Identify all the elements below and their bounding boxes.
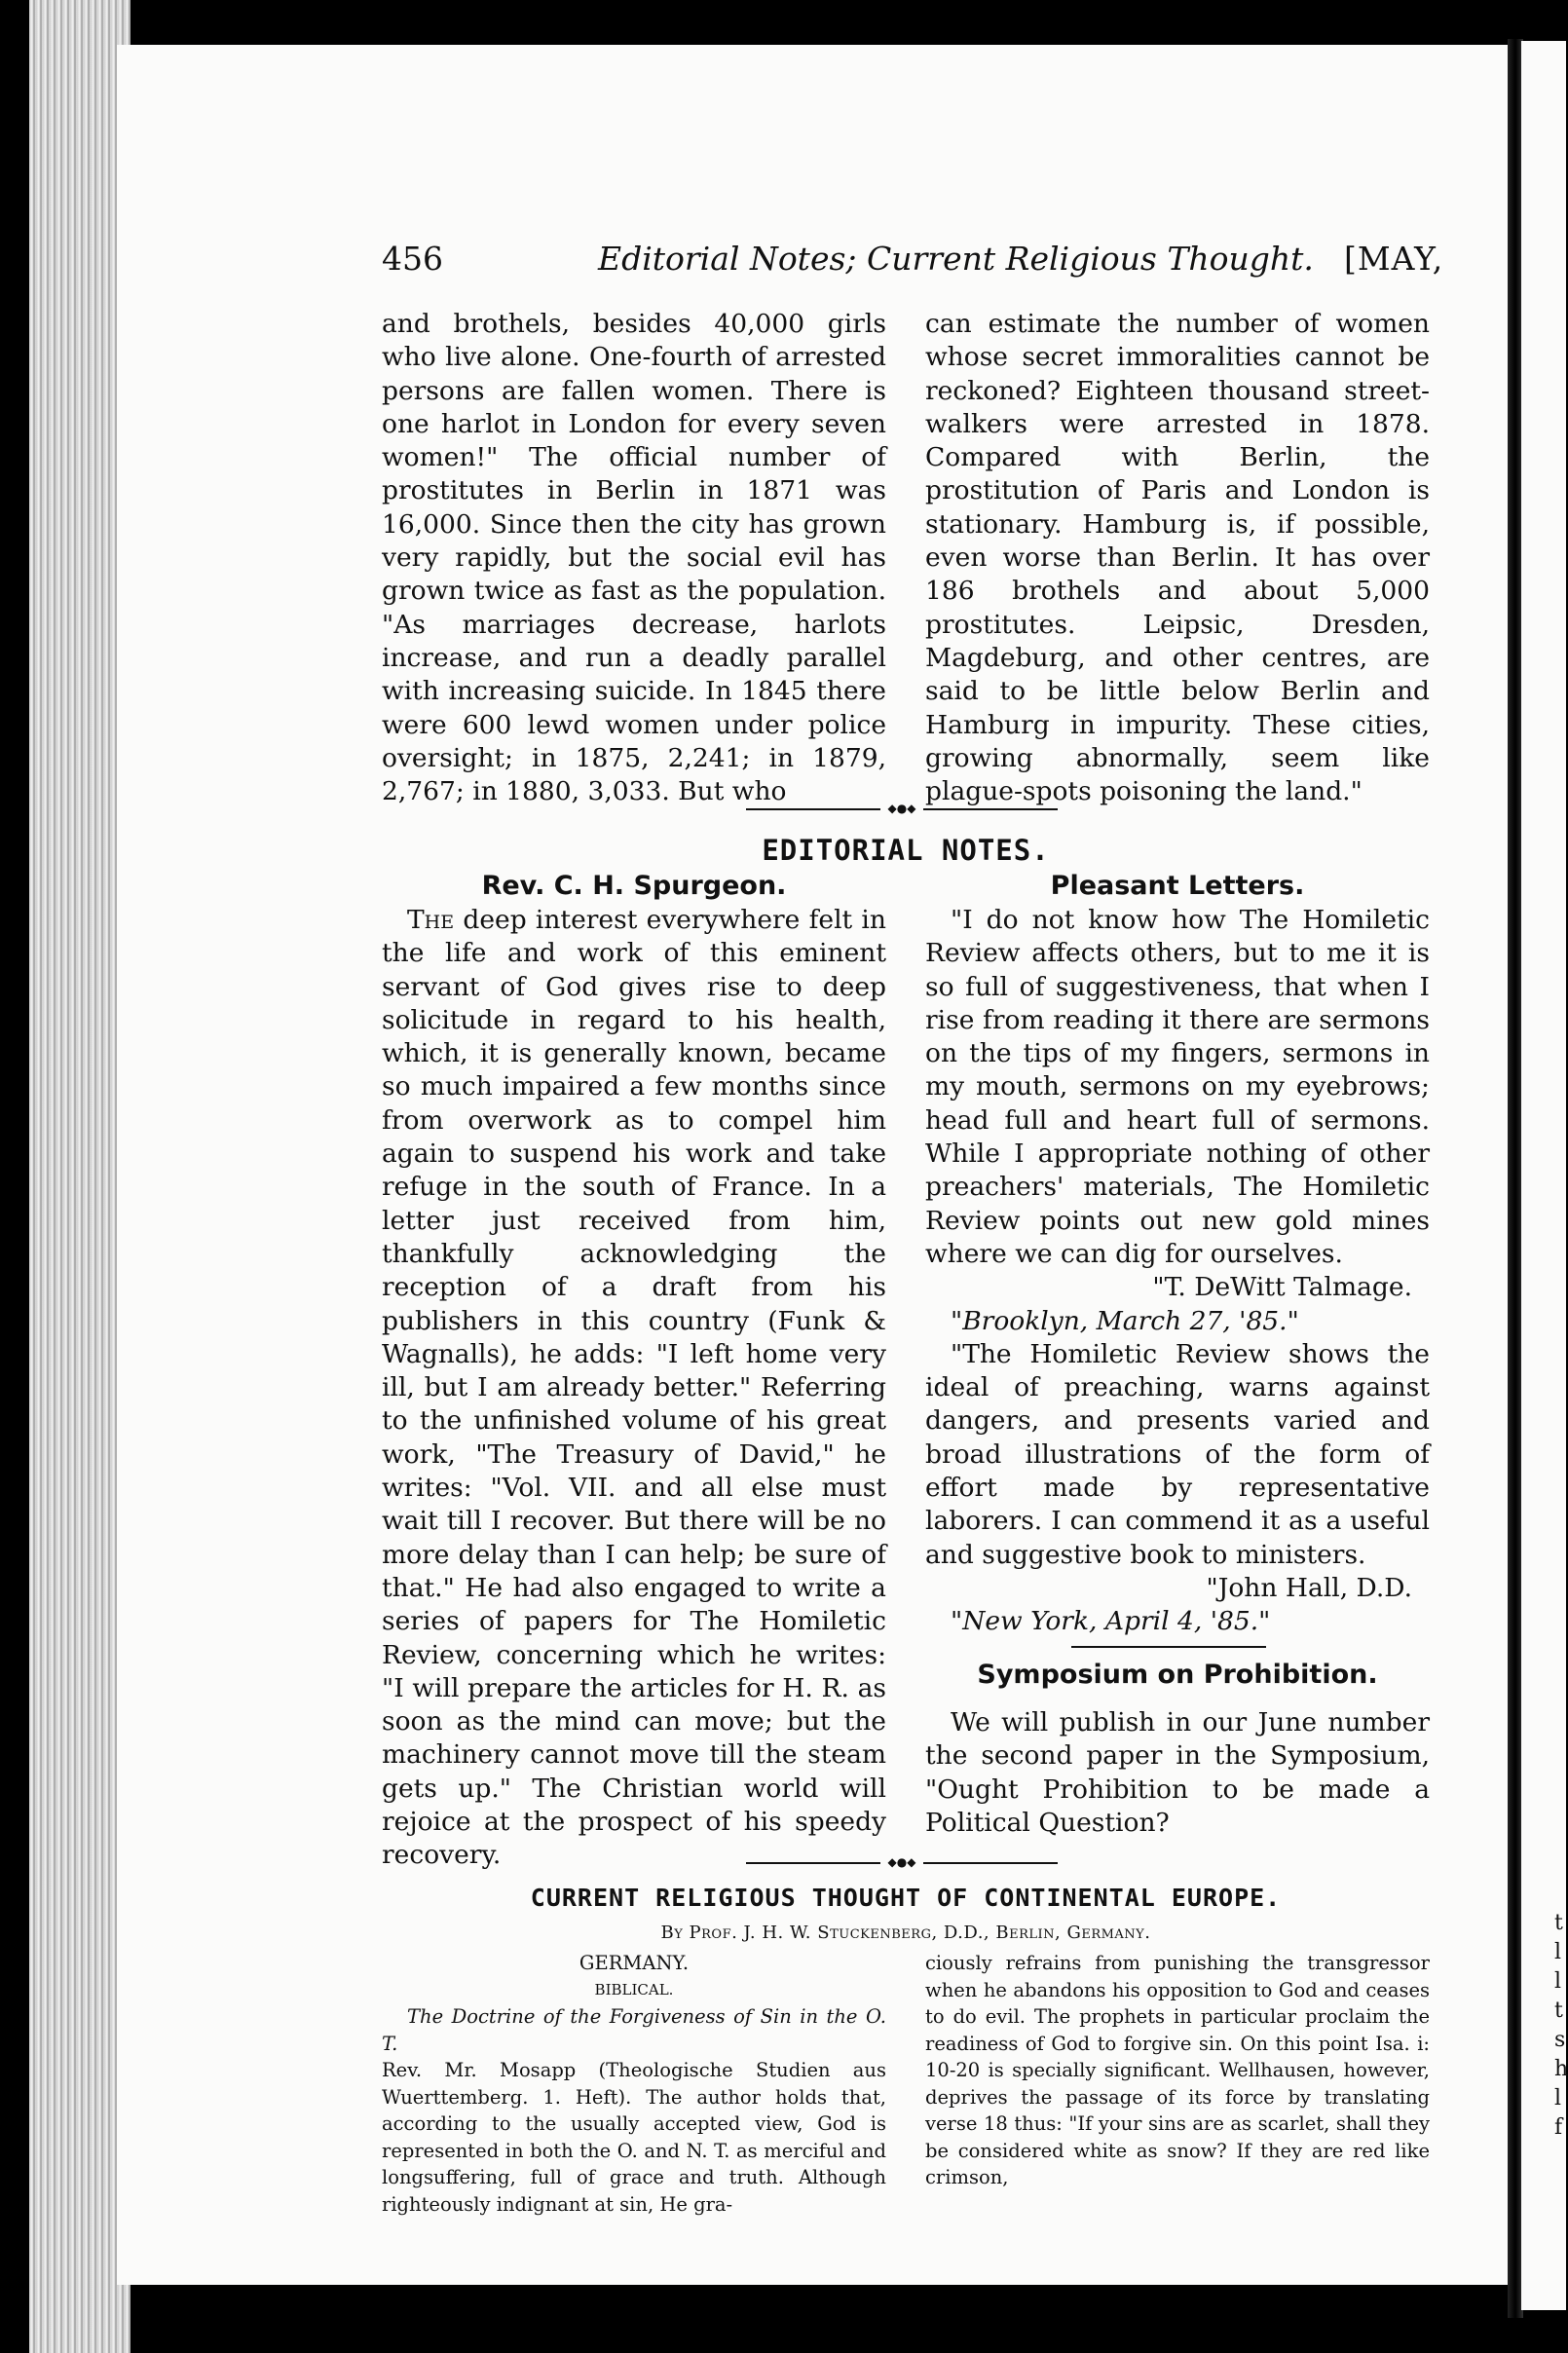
short-rule	[1071, 1646, 1266, 1648]
running-title: Editorial Notes; Current Religious Thought.	[598, 240, 1314, 278]
current-thought-heading: CURRENT RELIGIOUS THOUGHT OF CONTINENTAL EUROPE.	[530, 1884, 1282, 1912]
top-right-column	[925, 308, 1430, 808]
section-divider: ◆●◆	[746, 806, 1058, 812]
place-new-york: "New York, April 4, '85."	[951, 1606, 1271, 1637]
edge-letter: h	[1554, 2057, 1568, 2081]
byline: By Prof. J. H. W. Stuckenberg, D.D., Berlin, Germany.	[660, 1923, 1151, 1943]
current-thought-left-text: Rev. Mr. Mosapp (Theologische Studien aus Wuerttemberg. 1. Heft). The author holds that, according to the usually accepted view, God is represented in both the O. and N. T. as merciful and longsuffering, full of grace and truth. Although righteously indignant at sin, He gra-	[382, 2059, 886, 2216]
edge-letter: l	[1554, 1940, 1562, 1964]
article-title: The Doctrine of the Forgiveness of Sin in the O. T.	[382, 2005, 886, 2055]
top-right-text: can estimate the number of women whose secret immoralities cannot be reckoned? Eighteen thousand street-walkers were arrested in 1878. Compared with Berlin, the prostitution of Paris and London is stationary. Hamburg is, if possible, even worse than Berlin. It has over 186 brothels and about 5,000 prostitutes. Leipsic, Dresden, Magdeburg, and other centres, are said to be little below Berlin and Hamburg in impurity. These cities, growing abnormally, seem like plague-spots poisoning the land."	[925, 309, 1430, 807]
signature-talmage: "T. DeWitt Talmage.	[1152, 1272, 1412, 1303]
edge-letter: t	[1554, 1998, 1563, 2023]
spurgeon-body: The deep interest everywhere felt in the life and work of this eminent servant of God gives rise to deep solicitude in regard to his health, which, it is generally known, became so much impaired a few months since from overwork as to compel him again to suspend his work and take refuge in the south of France. In a letter just received from him, thankfully acknowledging the reception of a draft from his publishers in this country (Funk & Wagnalls), he adds: "I left home very ill, but I am already better." Referring to the unfinished volume of his great work, "The Treasury of David," he writes: "Vol. VII. and all else must wait till I recover. But there will be no more delay than I can help; be sure of that." He had also engaged to write a series of papers for The Homiletic Review, concerning which he writes: "I will prepare the articles for H. R. as soon as the mind can move; but the machinery cannot move till the steam gets up." The Christian world will rejoice at the prospect of his speedy recovery.	[382, 905, 886, 1871]
edge-letter: f	[1554, 2115, 1563, 2140]
book-page-edges	[29, 0, 131, 2353]
pleasant-letters-column	[925, 904, 1430, 1639]
edge-letter: l	[1554, 1969, 1562, 1994]
edge-letter: t	[1554, 1911, 1563, 1935]
spurgeon-column	[382, 904, 886, 1873]
current-thought-right-column	[925, 1950, 1430, 2191]
place-brooklyn: "Brooklyn, March 27, '85."	[951, 1305, 1299, 1336]
page-number: 456	[382, 240, 443, 278]
running-month: [MAY,	[1344, 240, 1444, 278]
editorial-notes-heading: EDITORIAL NOTES.	[762, 834, 1050, 867]
next-page-letters	[1554, 1909, 1568, 2143]
current-thought-left-column	[382, 1950, 886, 2218]
symposium-column	[925, 1706, 1430, 1840]
symposium-title: Symposium on Prohibition.	[977, 1660, 1378, 1690]
section-heading: BIBLICAL.	[594, 1980, 674, 1998]
spurgeon-lead: The	[407, 905, 455, 935]
pleasant-letters-title: Pleasant Letters.	[1050, 871, 1305, 901]
top-left-column	[382, 308, 886, 808]
signature-hall: "John Hall, D.D.	[1206, 1572, 1412, 1603]
letter-talmage: "I do not know how The Homiletic Review affects others, but to me it is so full of suggestiveness, that when I rise from reading it there are sermons on the tips of my fingers, sermons in my mouth, sermons on my eyebrows; head full and heart full of sermons. While I appropriate nothing of other preachers' materials, The Homiletic Review points out new gold mines where we can dig for ourselves.	[925, 905, 1430, 1269]
running-head	[382, 240, 1453, 288]
symposium-body: We will publish in our June number the second paper in the Symposium, "Ought Prohibition to be made a Political Question?	[925, 1707, 1430, 1838]
edge-letter: s	[1554, 2028, 1566, 2052]
current-thought-right-text: ciously refrains from punishing the transgressor when he abandons his opposition to God and ceases to do evil. The prophets in particular proclaim the readiness of God to forgive sin. On this point Isa. i: 10-20 is specially significant. Wellhausen, however, deprives the passage of its force by translating verse 18 thus: "If your sins are as scarlet, shall they be considered white as snow? If they are red like crimson,	[925, 1952, 1430, 2188]
top-left-text: and brothels, besides 40,000 girls who live alone. One-fourth of arrested persons are fallen women. There is one harlot in London for every seven women!" The official number of prostitutes in Berlin in 1871 was 16,000. Since then the city has grown very rapidly, but the social evil has grown twice as fast as the population. "As marriages decrease, harlots increase, and run a deadly parallel with increasing suicide. In 1845 there were 600 lewd women under police oversight; in 1875, 2,241; in 1879, 2,767; in 1880, 3,033. But who	[382, 309, 886, 807]
section-divider-2: ◆●◆	[746, 1860, 1058, 1866]
edge-letter: l	[1554, 2086, 1562, 2110]
spurgeon-title: Rev. C. H. Spurgeon.	[481, 871, 787, 901]
letter-hall: "The Homiletic Review shows the ideal of preaching, warns against dangers, and presents varied and broad illustrations of the form of effort made by representative laborers. I can commend it as a useful and suggestive book to ministers.	[925, 1338, 1430, 1570]
country-heading: GERMANY.	[579, 1952, 690, 1974]
